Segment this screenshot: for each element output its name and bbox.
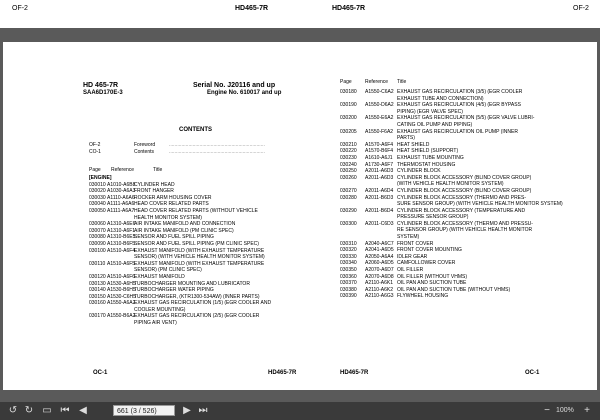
item-page: 030180 xyxy=(340,89,357,95)
list-item xyxy=(340,135,595,142)
item-page: 030110 xyxy=(89,260,106,267)
item-reference: A1570-A6F4 xyxy=(365,141,394,148)
list-item[interactable] xyxy=(89,221,304,228)
serial-number: Serial No. J20116 and up xyxy=(193,82,276,89)
list-item[interactable] xyxy=(340,168,595,175)
list-item[interactable] xyxy=(340,280,595,287)
list-item[interactable] xyxy=(89,287,304,294)
item-page: 030070 xyxy=(89,227,106,234)
item-title: TURBOCHARGER WATER PIPING xyxy=(134,287,214,294)
item-page: 030140 xyxy=(89,287,106,294)
item-title: EXHAUST TUBE AND CONNECTION) xyxy=(397,95,484,102)
zoom-level: 100% xyxy=(556,407,574,414)
list-item xyxy=(340,122,595,129)
list-item[interactable] xyxy=(89,208,304,215)
prev-page-model-left: HD465-7R xyxy=(235,5,269,12)
item-reference: A1550-A6A2 xyxy=(107,300,136,307)
zoom-in-icon[interactable]: + xyxy=(584,405,590,416)
zoom-out-icon[interactable]: − xyxy=(544,405,550,416)
item-reference: A2110-A6K2 xyxy=(365,286,393,293)
item-page: 030170 xyxy=(89,313,106,320)
item-title: CYLINDER BLOCK ACCESSORY (TEMPERATURE AND xyxy=(397,207,526,214)
list-item[interactable] xyxy=(89,281,304,288)
item-page: 030160 xyxy=(89,300,106,307)
list-item xyxy=(340,96,595,103)
item-page: 030050 xyxy=(89,207,106,214)
item-reference: A2060-A6D5 xyxy=(365,260,394,267)
item-title: EXHAUST GAS RECIRCULATION (3/5) (EGR COOLER xyxy=(397,89,523,95)
list-item[interactable] xyxy=(340,221,595,228)
item-title: HEALTH MONITOR SYSTEM) xyxy=(134,214,202,221)
item-title: OIL FILLER xyxy=(397,267,424,274)
item-reference: A2070-A6D7 xyxy=(365,267,394,274)
item-title: SENSOR) (PM CLINIC SPEC) xyxy=(134,267,202,274)
item-page: 030350 xyxy=(340,267,357,274)
item-title: EXHAUST GAS RECIRCULATION (2/5) (EGR COOLER xyxy=(134,313,260,320)
list-item xyxy=(89,254,304,261)
item-title: CATING OIL PUMP AND PIPING) xyxy=(397,121,473,128)
item-page: 030120 xyxy=(89,273,106,280)
list-item[interactable] xyxy=(340,129,595,136)
prev-page-right-label: OF-2 xyxy=(573,5,589,12)
item-reference: A2011-A6D3 xyxy=(365,174,394,181)
prev-page-left-label: OF-2 xyxy=(12,5,28,12)
item-title: EXHAUST MANIFOLD (WITH EXHAUST TEMPERATURE xyxy=(134,260,265,267)
item-page: 030310 xyxy=(340,240,357,247)
document-page xyxy=(3,42,597,390)
item-page: 030300 xyxy=(340,220,357,227)
item-reference: A1550-E6A2 xyxy=(365,115,394,122)
item-reference: A2050-A6A4 xyxy=(365,253,394,260)
item-page: 030380 xyxy=(340,286,357,293)
item-reference: A1510-A6F4 xyxy=(107,247,136,254)
rotate-right-icon[interactable]: ↻ xyxy=(24,405,34,416)
item-reference: A2011-C6D3 xyxy=(365,220,394,227)
list-item[interactable]: OF-2 Foreword ..................................................................... xyxy=(89,142,265,148)
item-title: FRONT COVER MOUNTING xyxy=(397,247,462,254)
item-page: 030030 xyxy=(89,194,106,201)
list-item[interactable] xyxy=(340,267,595,274)
item-reference: A1730-A6F7 xyxy=(365,161,394,168)
list-item xyxy=(340,214,595,221)
item-title: PRESSURE SENSOR GROUP) xyxy=(397,214,469,221)
foreword-list xyxy=(89,142,299,155)
item-page: 030220 xyxy=(340,148,357,155)
item-reference: A2011-B6D4 xyxy=(365,207,394,214)
item-reference: A1010-A6B8 xyxy=(107,181,136,188)
list-item xyxy=(340,234,595,241)
item-page: 030200 xyxy=(340,115,357,122)
item-title: EXHAUST MANIFOLD (WITH EXHAUST TEMPERATURE xyxy=(134,247,265,254)
item-page: 030205 xyxy=(340,128,357,135)
list-item xyxy=(340,227,595,234)
item-title: CAMFOLLOWER COVER xyxy=(397,260,456,267)
fit-page-icon[interactable]: ▭ xyxy=(42,405,52,416)
item-page: 030330 xyxy=(340,253,357,260)
list-item[interactable] xyxy=(89,274,304,281)
previous-page-strip xyxy=(0,0,600,28)
item-title: CYLINDER HEAD xyxy=(134,181,175,188)
item-reference: A1550-D6A2 xyxy=(365,102,394,109)
item-title: FRONT HANGER xyxy=(134,188,174,195)
list-item[interactable] xyxy=(89,228,304,235)
list-item[interactable] xyxy=(340,175,595,182)
item-reference: A2110-A6K1 xyxy=(365,280,393,287)
item-reference: A2070-A6D8 xyxy=(365,273,394,280)
list-item[interactable] xyxy=(89,195,304,202)
item-title: SYSTEM) xyxy=(397,234,420,241)
item-reference: A1310-A6E6 xyxy=(107,221,136,228)
list-item xyxy=(340,181,595,188)
rotate-left-icon[interactable]: ↺ xyxy=(8,405,18,416)
item-title: EXHAUST GAS RECIRCULATION OIL PUMP (INNER xyxy=(397,128,518,135)
item-page: 030060 xyxy=(89,221,106,228)
list-item xyxy=(89,307,304,314)
item-title: FLYWHEEL HOUSING xyxy=(397,293,449,300)
item-reference: A1110-A6A6 xyxy=(107,194,135,201)
list-item xyxy=(89,215,304,222)
item-page: 030390 xyxy=(340,293,357,300)
item-title: HEAD COVER RELATED PARTS (WITHOUT VEHICLE xyxy=(134,207,258,214)
item-title: IDLER GEAR xyxy=(397,253,428,260)
item-title: CYLINDER BLOCK ACCESSORY (BLIND COVER GROUP) xyxy=(397,174,532,181)
item-page: 030190 xyxy=(340,102,357,109)
list-item[interactable] xyxy=(340,115,595,122)
item-page: 030010 xyxy=(89,181,106,188)
item-page: 030230 xyxy=(340,154,357,161)
list-item[interactable] xyxy=(89,241,304,248)
item-title: SENSOR AND FUEL SPILL PIPING (PM CLINIC SPEC) xyxy=(134,240,259,247)
list-item[interactable] xyxy=(340,162,595,169)
list-item[interactable] xyxy=(340,102,595,109)
item-page: 030240 xyxy=(340,161,357,168)
item-page: 030340 xyxy=(340,260,357,267)
page-number-input[interactable]: 661 (3 / 526) xyxy=(113,405,175,416)
item-title: SENSOR AND FUEL SPILL PIPING xyxy=(134,234,214,241)
item-page: [ENGINE] xyxy=(89,175,112,181)
model-title: HD 465-7R xyxy=(83,82,119,89)
item-page: 030250 xyxy=(340,168,357,175)
item-title: HEAD COVER RELATED PARTS xyxy=(134,201,209,208)
footer-right-model: HD465-7R xyxy=(340,370,369,376)
item-reference: A1550-C6A2 xyxy=(365,89,394,95)
list-item[interactable] xyxy=(340,247,595,254)
list-item[interactable] xyxy=(340,142,595,149)
item-title: EXHAUST GAS RECIRCULATION (5/5) (EGR VALVE LUBRI- xyxy=(397,115,535,122)
item-page: 030130 xyxy=(89,280,106,287)
item-page: 030360 xyxy=(340,273,357,280)
item-title: CYLINDER BLOCK ACCESSORY (THERMO AND PRESSU- xyxy=(397,220,533,227)
item-reference: A2011-B6D3 xyxy=(365,194,394,201)
item-title: OIL PAN AND SUCTION TUBE (WITHOUT VHMS) xyxy=(397,286,511,293)
list-item[interactable] xyxy=(340,195,595,202)
item-reference: A2110-A6G3 xyxy=(365,293,394,300)
item-reference: A1111-A6A7 xyxy=(107,207,135,214)
right-contents-list xyxy=(340,89,595,300)
list-item[interactable] xyxy=(340,293,595,300)
item-reference: A2041-A6D5 xyxy=(365,247,394,254)
item-title: FRONT COVER xyxy=(397,240,434,247)
item-reference: A1310-B6E5 xyxy=(107,234,136,241)
list-item[interactable] xyxy=(340,148,595,155)
item-title: CYLINDER BLOCK xyxy=(397,168,441,175)
list-item xyxy=(340,109,595,116)
item-title: TURBOCHARGER MOUNTING AND LUBRICATOR xyxy=(134,280,250,287)
item-reference: A1310-A6F1 xyxy=(107,227,136,234)
list-item xyxy=(340,201,595,208)
item-title: SENSOR) (WITH VEHICLE HEALTH MONITOR SYSTEM) xyxy=(134,254,265,261)
item-page: 030280 xyxy=(340,194,357,201)
prev-page-icon[interactable]: ◀ xyxy=(79,405,87,416)
item-title: PIPING AIR VENT) xyxy=(134,320,177,327)
list-item[interactable] xyxy=(340,254,595,261)
list-item[interactable] xyxy=(340,260,595,267)
footer-left-model: HD465-7R xyxy=(268,370,297,376)
item-reference: A1610-A6J1 xyxy=(365,154,393,161)
item-reference: A1530-A6H5 xyxy=(107,280,136,287)
list-item[interactable] xyxy=(89,182,304,189)
item-reference: A1510-A6F6 xyxy=(107,273,136,280)
list-item[interactable] xyxy=(89,201,304,208)
item-reference: A1510-A6F5 xyxy=(107,260,136,267)
item-reference: A1530-C6H5 xyxy=(107,293,136,300)
item-reference: A1310-B6F5 xyxy=(107,240,136,247)
item-page: 030320 xyxy=(340,247,357,254)
item-page: 030150 xyxy=(89,293,106,300)
list-item[interactable] xyxy=(89,261,304,268)
item-title: OIL PAN AND SUCTION TUBE xyxy=(397,280,467,287)
item-title: (WITH VEHICLE HEALTH MONITOR SYSTEM) xyxy=(397,181,504,188)
list-item[interactable] xyxy=(89,313,304,320)
list-item[interactable] xyxy=(340,155,595,162)
item-reference: A1570-B6F4 xyxy=(365,148,394,155)
item-title: RE SENSOR GROUP) (WITH VEHICLE HEALTH MONITOR xyxy=(397,227,533,234)
item-title: COOLER MOUNTING) xyxy=(134,306,186,313)
list-item[interactable] xyxy=(340,188,595,195)
list-item[interactable] xyxy=(89,300,304,307)
item-reference: A2040-A6C7 xyxy=(365,240,394,247)
item-page: 030270 xyxy=(340,187,357,194)
last-page-icon[interactable]: ⏭ xyxy=(198,405,208,416)
item-title: OIL FILLER (WITHOUT VHMS) xyxy=(397,273,468,280)
item-reference: A1550-F6A2 xyxy=(365,128,394,135)
first-page-icon[interactable]: ⏮ xyxy=(60,405,70,416)
left-contents-list xyxy=(89,175,304,327)
footer-left-page: OC-1 xyxy=(93,370,108,376)
item-reference: A1111-A6A6 xyxy=(107,201,135,208)
footer-right-page: OC-1 xyxy=(525,370,540,376)
item-page: 030090 xyxy=(89,240,106,247)
right-column-headers: Page Reference Title xyxy=(340,79,407,85)
item-reference: A1550-B6A2 xyxy=(107,313,136,320)
left-column-headers: Page Reference Title xyxy=(89,167,163,173)
list-item[interactable] xyxy=(340,274,595,281)
list-item[interactable] xyxy=(340,89,595,96)
prev-page-model-right: HD465-7R xyxy=(332,5,366,12)
item-title: CYLINDER BLOCK ACCESSORY (BLIND COVER GROUP) xyxy=(397,187,532,194)
item-title: HEAT SHIELD (SUPPORT) xyxy=(397,148,459,155)
list-item[interactable] xyxy=(89,188,304,195)
item-title: EXHAUST TUBE MOUNTING xyxy=(397,154,464,161)
item-reference: A1530-B6H5 xyxy=(107,287,136,294)
item-page: 030100 xyxy=(89,247,106,254)
item-title: EXHAUST GAS RECIRCULATION (1/5) (EGR COOLER AND xyxy=(134,300,272,307)
item-title: SURE SENSOR GROUP) (WITH VEHICLE HEALTH MONITOR SYSTEM) xyxy=(397,201,563,208)
item-reference: A2011-A6D3 xyxy=(365,168,394,175)
item-title: EXHAUST MANIFOLD xyxy=(134,273,185,280)
list-item[interactable] xyxy=(89,294,304,301)
list-item[interactable] xyxy=(89,248,304,255)
item-title: AIR INTAKE MANIFOLD (PM CLINIC SPEC) xyxy=(134,227,234,234)
item-reference: A1030-A6A3 xyxy=(107,188,136,195)
item-page: 030040 xyxy=(89,201,106,208)
item-title: AIR INTAKE MANIFOLD AND CONNECTION xyxy=(134,221,236,228)
engine-number: Engine No. 610017 and up xyxy=(207,90,282,96)
item-title: TURBOCHARGER, (KTR1300-534AW) (INNER PARTS) xyxy=(134,293,260,300)
item-page: 030260 xyxy=(340,174,357,181)
list-item[interactable] xyxy=(340,287,595,294)
item-title: CYLINDER BLOCK ACCESSORY (THERMO AND PRES- xyxy=(397,194,527,201)
item-page: 030290 xyxy=(340,207,357,214)
item-title: PARTS) xyxy=(397,135,415,142)
item-title: HEAT SHIELD xyxy=(397,141,430,148)
list-item xyxy=(89,267,304,274)
item-page: 030210 xyxy=(340,141,357,148)
item-title: THERMOSTAT HOUSING xyxy=(397,161,456,168)
next-page-icon[interactable]: ▶ xyxy=(183,405,191,416)
engine-model: SAA6D170E-3 xyxy=(83,90,123,96)
list-item[interactable] xyxy=(89,175,304,182)
item-title: EXHAUST GAS RECIRCULATION (4/5) (EGR BYPASS xyxy=(397,102,521,109)
item-page: 030020 xyxy=(89,188,106,195)
list-item[interactable] xyxy=(340,241,595,248)
list-item[interactable] xyxy=(340,208,595,215)
contents-heading: CONTENTS xyxy=(179,127,212,133)
viewer-toolbar xyxy=(0,402,600,420)
item-reference: A2011-A6D4 xyxy=(365,187,394,194)
item-title: ROCKER ARM HOUSING COVER xyxy=(134,194,212,201)
item-page: 030370 xyxy=(340,280,357,287)
list-item[interactable]: CO-1 Contents ..................................................................... xyxy=(89,148,265,155)
item-title: PIPING) (EGR VALVE SPEC) xyxy=(397,108,463,115)
list-item xyxy=(89,320,304,327)
list-item[interactable] xyxy=(89,234,304,241)
item-page: 030080 xyxy=(89,234,106,241)
